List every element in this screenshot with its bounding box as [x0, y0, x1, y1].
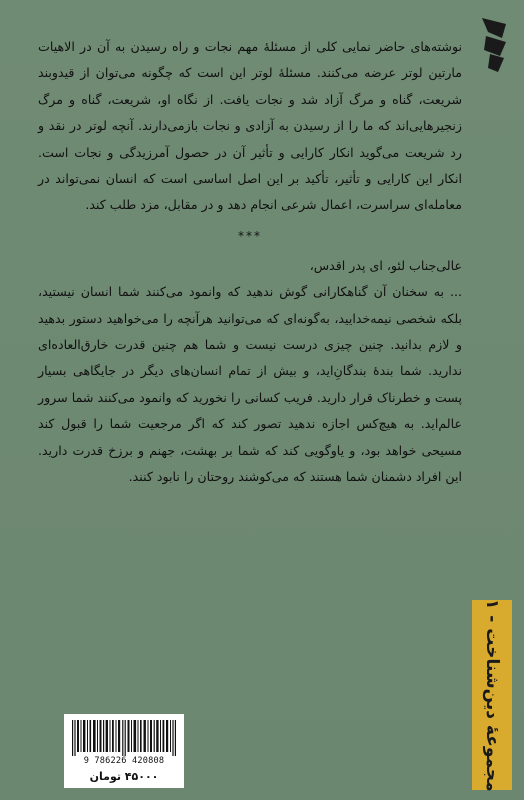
barcode-sticker — [64, 714, 184, 788]
section-separator: *** — [238, 228, 262, 243]
quote-salutation: عالی‌جناب لئو، ای پدر اقدس، — [309, 257, 462, 273]
publisher-logo-icon — [476, 14, 510, 74]
series-label: مجموعهٔ دین‌شناخت - ۱ — [482, 598, 502, 792]
series-label-strip — [472, 600, 512, 790]
price-label: ۴۵۰۰۰ تومان — [89, 770, 159, 783]
blurb-text — [38, 34, 462, 491]
barcode-icon — [70, 720, 178, 756]
isbn-digits: 9 786226 420808 — [83, 756, 165, 766]
quote-paragraph: ... به سخنان آن گناهکارانی گوش ندهید که وانمود می‌کنند شما انسان نیستید، بلکه شخصی نیمه‌خدایید، به‌گونه‌ای که می‌توانید هرآنچه را می‌خواهید دستور بدهید و لازم بدانید. چنین چیزی درست نیست و شما هم چنین قدرت خارق‌العاده‌ای ندارید. شما بندهٔ بندگانِ‌اید، و بیش از تمام انسان‌های دیگر در جایگاهی بسیار پست و خطرناک قرار دارید. فریب کسانی را نخورید که وانمود می‌کنند شما سرور عالم‌اید. به هیچ‌کس اجازه ندهید تصور کند که اگر مرجعیت شما را قبول کند مسیحی خواهد بود، و یاوگویی کند که شما بر بهشت، جهنم و برزخ قدرت دارید. این افراد دشمنان شما هستند که می‌کوشند روحتان را نابود کنند. — [38, 284, 462, 485]
blurb-paragraph-1: نوشته‌های حاضر نمایی کلی از مسئلهٔ مهم نجات و راه رسیدن به آن در الاهیات مارتین لوتر عرضه می‌کنند. مسئلهٔ لوتر این است که چگونه می‌توان از قیدوبند شریعت، گناه و مرگ آزاد شد و نجات یافت. از نگاه او، شریعت، گناه و مرگ زنجیرهایی‌اند که ما را از رسیدن به آزادی و نجات بازمی‌دارند. آنچه لوتر در نقد و رد شریعت می‌گوید انکار کارایی و تأثیر آن در حصول آمرزیدگی و نجات است. انکار این کارایی و تأثیر، تأکید بر این اصل اساسی است که انسان نمی‌تواند در معامله‌ای سراسرت، اعمال شرعی انجام دهد و در مقابل، مزد طلب کند. — [38, 39, 462, 213]
